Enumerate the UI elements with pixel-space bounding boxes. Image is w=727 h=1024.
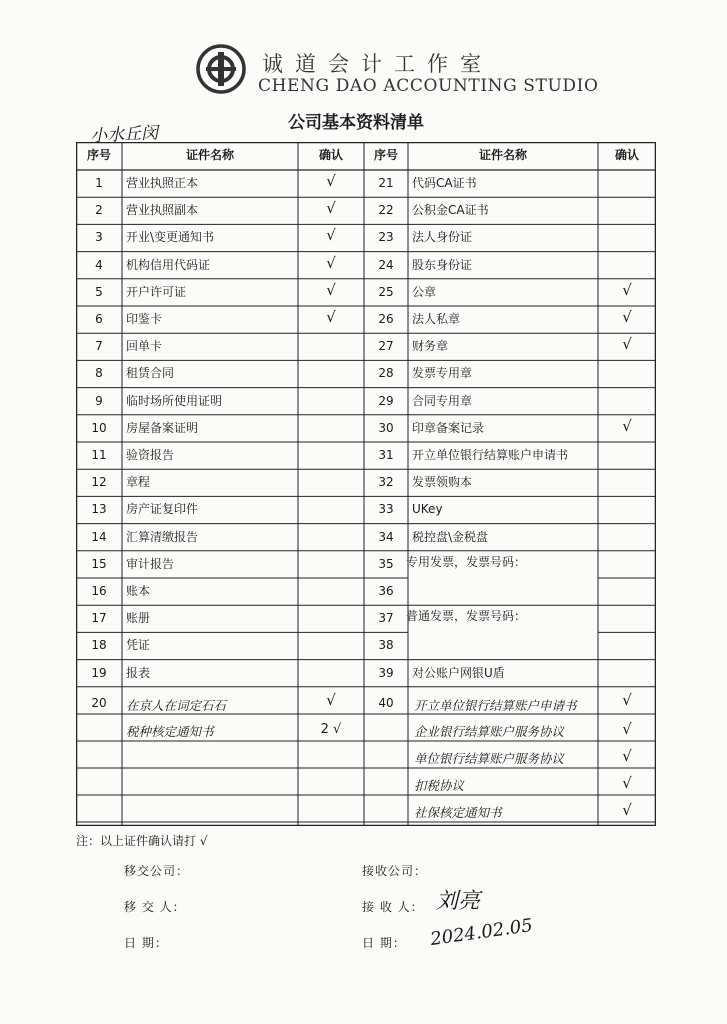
row-no-left: 9 <box>95 393 103 408</box>
header-no-right: 序号 <box>373 148 398 162</box>
extra-right-name: 扣税协议 <box>414 778 465 793</box>
row-name-right: 发票领购本 <box>412 475 473 490</box>
row-name-left: 开业\变更通知书 <box>126 230 215 245</box>
row20-name-right: 开立单位银行结算账户申请书 <box>414 698 577 713</box>
row-no-right: 23 <box>378 230 394 245</box>
row-no-left: 12 <box>91 475 107 490</box>
studio-name-cn: 诚道会计工作室 <box>262 52 493 76</box>
row-name-right: 对公账户网银U盾 <box>412 665 505 680</box>
header-confirm-right: 确认 <box>614 148 639 162</box>
row-name-right: 公章 <box>412 284 437 299</box>
row-no-right: 36 <box>378 584 394 598</box>
row-no-right: 39 <box>378 665 394 680</box>
receive-date: 2024.02.05 <box>429 914 535 951</box>
row-name-right: 法人私章 <box>412 312 461 326</box>
row-check-left: √ <box>326 226 336 245</box>
row-name-left: 审计报告 <box>126 556 175 571</box>
row-name-right: 发票专用章 <box>412 366 473 381</box>
footer-note: 注：以上证件确认请打 √ <box>76 834 208 848</box>
row-name-left: 房屋备案证明 <box>126 420 199 435</box>
row-no-right: 30 <box>378 420 394 435</box>
row-name-left: 机构信用代码证 <box>126 257 211 272</box>
document-title: 公司基本资料清单 <box>288 113 424 133</box>
row-name-right: 印章备案记录 <box>412 420 485 435</box>
row-check-right: √ <box>622 335 632 354</box>
row-no-right: 31 <box>378 448 394 462</box>
row-no-left: 8 <box>95 366 103 381</box>
row-no-left: 6 <box>95 312 103 326</box>
extra-left-confirm: 2 √ <box>320 722 342 737</box>
row20-confirm-left: √ <box>326 691 336 709</box>
row-name-right: 合同专用章 <box>412 393 473 408</box>
row-no-right: 37 <box>378 611 394 626</box>
row20-no-left: 20 <box>91 696 107 710</box>
row-no-right: 26 <box>378 312 394 326</box>
row-no-left: 17 <box>91 611 107 626</box>
row-name-left: 汇算清缴报告 <box>126 529 199 544</box>
row-check-left: √ <box>326 199 336 218</box>
row-name-left: 印鉴卡 <box>126 312 163 326</box>
row-check-right: √ <box>622 280 632 299</box>
date-label-left: 日 期： <box>124 936 168 950</box>
normal-invoice-label: 普通发票，发票号码： <box>406 609 527 623</box>
row-no-left: 10 <box>91 420 107 435</box>
receive-company-label: 接收公司： <box>362 864 428 878</box>
transfer-company-label: 移交公司： <box>124 864 190 878</box>
row-name-left: 房产证复印件 <box>126 502 199 517</box>
row-no-left: 7 <box>95 339 103 354</box>
row-name-right: 开立单位银行结算账户申请书 <box>412 448 569 462</box>
header-name-left: 证件名称 <box>185 148 234 162</box>
row-name-left: 章程 <box>126 475 151 490</box>
row-check-left: √ <box>326 280 336 299</box>
row-no-right: 32 <box>378 475 394 490</box>
row-check-left: √ <box>326 172 336 190</box>
document-checklist-table <box>76 142 656 826</box>
row-no-right: 29 <box>378 393 394 408</box>
row-no-right: 27 <box>378 339 394 354</box>
row-name-right: 代码CA证书 <box>412 176 477 190</box>
row20-confirm-right: √ <box>622 691 632 709</box>
row-no-right: 34 <box>378 529 394 544</box>
row-name-left: 账册 <box>126 611 151 626</box>
row-no-left: 3 <box>95 230 103 245</box>
studio-logo-icon <box>196 44 246 94</box>
row-no-right: 25 <box>378 284 394 299</box>
row-no-left: 18 <box>91 638 107 653</box>
row20-name-left: 在京人在词定石石 <box>126 698 227 713</box>
client-handwritten-name: 小水丘闵 <box>89 123 159 147</box>
row-no-left: 14 <box>91 529 107 544</box>
row-no-right: 22 <box>378 203 394 218</box>
extra-right-name: 社保核定通知书 <box>414 805 502 820</box>
row-name-left: 开户许可证 <box>126 284 187 299</box>
row-name-left: 凭证 <box>126 638 151 653</box>
row-no-right: 35 <box>378 556 394 571</box>
row-name-right: 税控盘\金税盘 <box>412 529 489 544</box>
row-no-left: 1 <box>95 176 103 190</box>
extra-left-name: 税种核定通知书 <box>126 724 214 739</box>
extra-right-name: 单位银行结算账户服务协议 <box>414 751 565 766</box>
receiver-label: 接 收 人： <box>362 900 424 914</box>
receiver-signature: 刘亮 <box>436 889 481 914</box>
row-no-right: 38 <box>378 638 394 653</box>
studio-name-en: CHENG DAO ACCOUNTING STUDIO <box>258 76 599 96</box>
row-name-left: 营业执照正本 <box>126 176 199 190</box>
header-name-right: 证件名称 <box>478 148 527 162</box>
row-no-left: 13 <box>91 502 107 517</box>
row-name-left: 回单卡 <box>126 339 163 354</box>
row-no-left: 15 <box>91 556 107 571</box>
row-name-left: 租赁合同 <box>126 366 175 381</box>
row-no-left: 19 <box>91 665 107 680</box>
row-no-left: 2 <box>95 203 103 218</box>
row20-no-right: 40 <box>378 696 394 710</box>
special-invoice-label: 专用发票，发票号码： <box>406 555 527 569</box>
extra-right-name: 企业银行结算账户服务协议 <box>414 724 565 739</box>
row-no-left: 5 <box>95 284 103 299</box>
row-name-right: UKey <box>412 502 443 517</box>
row-name-right: 财务章 <box>412 339 449 354</box>
row-no-left: 16 <box>91 584 107 598</box>
row-name-left: 账本 <box>126 584 151 598</box>
extra-right-confirm: √ <box>622 720 632 738</box>
row-name-right: 公积金CA证书 <box>412 203 489 218</box>
extra-right-confirm: √ <box>622 747 632 765</box>
row-name-right: 股东身份证 <box>412 257 473 272</box>
row-check-right: √ <box>622 308 632 326</box>
row-check-left: √ <box>326 253 336 272</box>
row-name-right: 法人身份证 <box>412 230 473 245</box>
row-name-left: 临时场所使用证明 <box>126 393 223 408</box>
header-confirm-left: 确认 <box>318 148 343 162</box>
row-no-left: 11 <box>91 448 107 462</box>
row-no-right: 28 <box>378 366 394 381</box>
row-no-right: 24 <box>378 257 394 272</box>
row-no-right: 33 <box>378 502 394 517</box>
row-check-right: √ <box>622 416 632 435</box>
extra-right-confirm: √ <box>622 801 632 819</box>
row-check-left: √ <box>326 308 336 326</box>
transferor-label: 移 交 人： <box>124 900 186 914</box>
extra-right-confirm: √ <box>622 774 632 792</box>
row-name-left: 验资报告 <box>126 448 175 462</box>
date-label-right: 日 期： <box>362 936 406 950</box>
header-no-left: 序号 <box>86 148 111 162</box>
row-name-left: 报表 <box>126 665 151 680</box>
row-name-left: 营业执照副本 <box>126 203 199 218</box>
row-no-left: 4 <box>95 257 103 272</box>
row-no-right: 21 <box>378 176 394 190</box>
